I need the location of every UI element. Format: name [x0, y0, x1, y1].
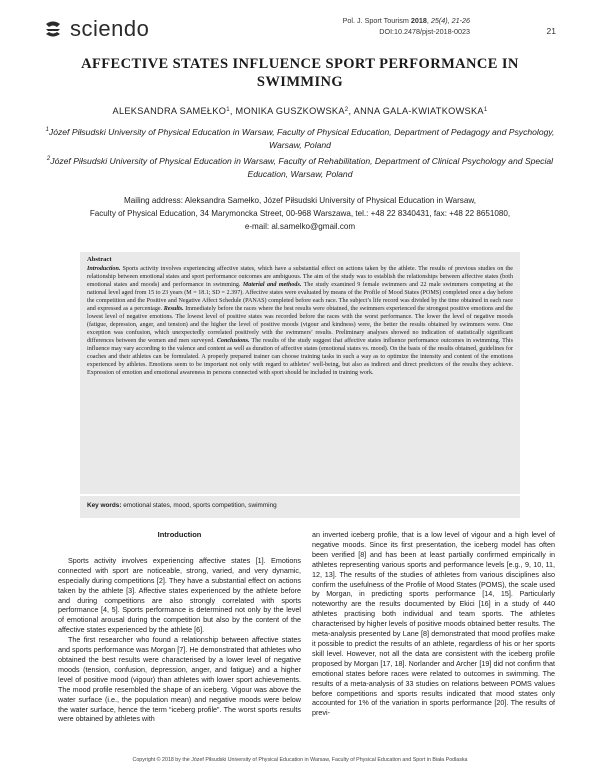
sciendo-logo-icon	[42, 18, 64, 40]
affiliation-mark: 1	[45, 127, 49, 133]
affiliation-mark: 2	[46, 156, 51, 162]
body-column-right	[312, 530, 555, 718]
abstract-heading: Abstract	[87, 256, 112, 263]
abstract-conclusions-label: Conclusions.	[216, 338, 250, 344]
copyright-footer: Copyright © 2018 by the Józef Piłsudski University of Physical Education in Warsaw, Faculty of Physical Education and Sport in Biała Podlaska	[132, 757, 468, 763]
body-paragraph: Sports activity involves experiencing affective states [1]. Emotions connected with sport are noticeable, strong, varied, and very dynamic, especially during competitions [2]. They have a substantial effect on actions taken by the athlete [3]. Affective states experienced by the athlete before and during competitions are also strongly correlated with sports performance [4, 5]. Sports performance is determined not only by the level of emotional arousal during the competition but also by the content of the affective states experienced by the athlete [6].	[58, 555, 301, 635]
journal-name: Pol. J. Sport Tourism	[342, 16, 409, 25]
author-affiliation-mark: 1	[226, 107, 230, 113]
affiliation	[40, 126, 560, 152]
author-name: MONIKA GUSZKOWSKA	[235, 106, 345, 116]
section-heading: Introduction	[157, 530, 202, 539]
affiliation-text: Józef Piłsudski University of Physical Education in Warsaw, Faculty of Rehabilitation, Department of Clinical Psychology and Special Education, Warsaw, Poland	[50, 156, 554, 179]
abstract-results: Immediately before the races where the best results were obtained, the swimmers experienced the strongest positive emotions and the lowest level of negative emotions. The lowest level of positive states was recorded before the races with the worst performance. The lower the level of negative moods (fatigue, depression, anger, and tension) and the higher the level of positive moods (vigour and kindness) were, the better the results obtained by swimmers were. One exception was confusion, which unexpectedly correlated positively with the swimmers’ results. Preliminary analyses showed no indication of statistically significant differences between the women and men surveyed.	[87, 306, 513, 344]
abstract-body	[80, 252, 520, 377]
mailing-line: Mailing address: Aleksandra Samełko, Józef Piłsudski University of Physical Education in Warsaw,	[124, 196, 476, 205]
body-column-left	[58, 530, 301, 724]
abstract-results-label: Results.	[163, 306, 184, 312]
mailing-email: e-mail: al.samelko@gmail.com	[244, 222, 356, 231]
abstract-methods: The study examined 9 female swimmers and 22 male swimmers competing at the national level aged from 15 to 23 years (M = 18.1; SD = 2.397). Affective states were evaluated by means of the Profile of Mood States (POMS) completed once a day before the competition and the Positive and Negative Affect Schedule (PANAS) completed before each race. The subject’s life record was divided by the time obtained in each race and expressed as a percentage.	[87, 282, 514, 312]
abstract-methods-label: Material and methods.	[242, 282, 302, 288]
journal-pages: 21-26	[451, 16, 470, 25]
author-list: ALEKSANDRA SAMEŁKO$^1$, MONIKA GUSZKOWSKA$^2$, ANNA GALA-KWIATKOWSKA$^1$	[112, 106, 488, 116]
keywords-box	[80, 496, 520, 518]
journal-year: 2018	[410, 16, 427, 25]
publisher-logo	[42, 16, 149, 42]
keywords-label: Key words:	[87, 502, 122, 509]
journal-citation: Pol. J. Sport Tourism 2018, 25(4), 21-26 DOI:10.2478/pjst-2018-0023	[170, 15, 470, 37]
affiliation-text: Józef Piłsudski University of Physical Education in Warsaw, Faculty of Physical Education, Department of Pedagogy and Psychology, Warsaw, Poland	[48, 127, 555, 150]
keywords-list: emotional states, mood, sports competition, swimming	[123, 502, 277, 509]
author-affiliation-mark: 2	[344, 107, 349, 113]
abstract-conclusions: The results of the study suggest that affective states influence performance outcomes in swimming. This influence may vary according to the valence and content as well as duration of affective states (emotional states vs. mood). On the basis of the results obtained, guidelines for coaches and their athletes can be formulated. A properly prepared trainer can choose training tasks in such a way as to optimize the intensity and content of the emotions experienced by athletes. Emotions seem to be important not only with regard to athletes’ well-being, but also as indirect and direct predictors of the results they achieve. Expression of emotion and emotional awareness in persons connected with sport should be included in training work.	[87, 338, 513, 376]
author-name: ANNA GALA-KWIATKOWSKA	[353, 106, 484, 116]
author-name: ALEKSANDRA SAMEŁKO	[112, 106, 227, 116]
abstract-box	[80, 252, 520, 494]
author-affiliation-mark: 1	[483, 107, 488, 113]
mailing-line: Faculty of Physical Education, 34 Marymoncka Street, 00-968 Warszawa, tel.: +48 22 8340431, fax: +48 22 8651080,	[89, 209, 511, 218]
mailing-address	[50, 194, 550, 233]
page-number: 21	[546, 26, 556, 36]
body-paragraph: The first researcher who found a relationship between affective states and sports performance was Morgan [7]. He demonstrated that athletes who obtained the best results were characterised by a lower level of negative moods (tension, confusion, depression, anger, and fatigue) and a higher level of positive mood (vigour) than athletes with lower sport achievements. The mood profile resembled the shape of an iceberg. Vigour was above the water surface (i.e., the population mean) and negative moods were below the water surface, hence the term “iceberg profile”. The worst sports results were obtained by athletes with	[58, 635, 301, 724]
body-paragraph: an inverted iceberg profile, that is a low level of vigour and a high level of negative moods. Since its first presentation, the iceberg model has often been verified [8] and has been at least partially confirmed empirically in athletes representing various sports and performance levels [e.g., 9, 10, 11, 12, 13]. The results of the studies of athletes from various disciplines also confirm the usefulness of the Profile of Mood States (POMS), the scale used by Morgan, in predicting sports performance [14, 15]. Particularly noteworthy are the results documented by Ekici [16] in a study of 440 athletes practising both individual and team sports. The athletes characterised by higher levels of positive moods obtained better results. The meta-analysis presented by Lane [8] demonstrated that mood profiles make it possible to predict the results of an athlete, regardless of his or her sports skill level. However, not all the data are consistent with the iceberg profile proposed by Morgan [17, 18]. Norlander and Archer [19] did not confirm that emotional states before races were related to outcomes in swimming. The results of a meta-analysis of 33 studies on relations between POMS values before competitions and sports results indicated that mood states only accounted for 1% of the variation in sports performance [20]. The results of previ-	[312, 530, 555, 718]
article-title: AFFECTIVE STATES INFLUENCE SPORT PERFORMANCE IN SWIMMING	[81, 56, 519, 90]
abstract-intro: Sports activity involves experiencing affective states, which have a substantial effect on actions taken by the athlete. The results of previous studies on the relationship between emotional states and sport performance outcomes are ambiguous. The aim of the study was to establish the relationships between affective states (both emotional states and moods) and performance in swimming.	[87, 266, 513, 288]
doi: DOI:10.2478/pjst-2018-0023	[379, 27, 470, 36]
affiliation	[40, 155, 560, 181]
logo-text: sciendo	[70, 16, 150, 41]
journal-issue: 25(4)	[430, 16, 448, 25]
abstract-intro-label: Introduction.	[87, 266, 121, 272]
